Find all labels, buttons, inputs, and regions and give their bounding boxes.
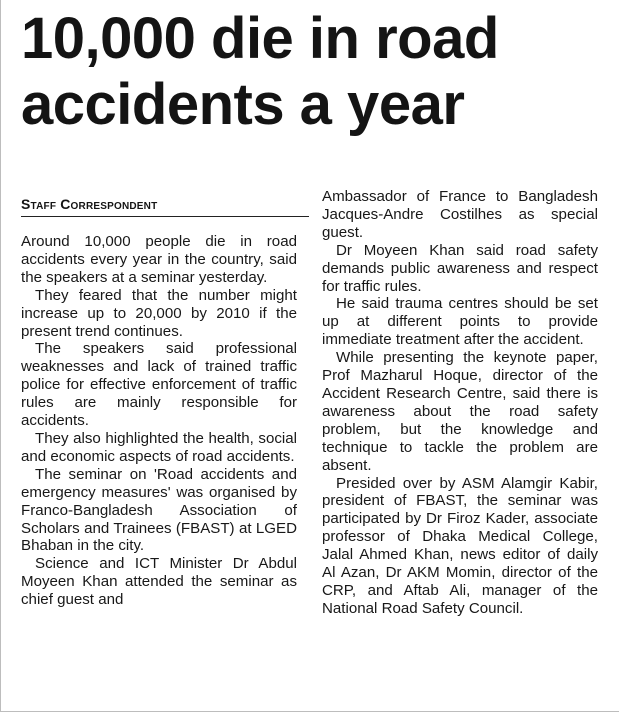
headline: [21, 6, 611, 138]
paragraph: Around 10,000 people die in road accidents every year in the country, said the speakers at a seminar yesterday.: [21, 233, 297, 286]
paragraph: They feared that the number might increase up to 20,000 by 2010 if the present trend continues.: [21, 286, 297, 340]
paragraph: While presenting the keynote paper, Prof Mazharul Hoque, director of the Accident Research Centre, said there is awareness about the road safety problem, but the knowledge and technique to tackle the problem are absent.: [322, 349, 598, 474]
paragraph: They also highlighted the health, social and economic aspects of road accidents.: [21, 429, 297, 465]
left-column: [21, 233, 297, 609]
paragraph: Ambassador of France to Bangladesh Jacques-Andre Costilhes as special guest.: [322, 188, 598, 241]
right-column: [322, 188, 598, 618]
paragraph: Science and ICT Minister Dr Abdul Moyeen Khan attended the seminar as chief guest and: [21, 555, 297, 609]
paragraph: The seminar on 'Road accidents and emergency measures' was organised by Franco-Bangladesh Association of Scholars and Trainees (FBAST) at LGED Bhaban in the city.: [21, 465, 297, 555]
headline-line-2: accidents a year: [21, 72, 465, 137]
paragraph: Dr Moyeen Khan said road safety demands public awareness and respect for traffic rules.: [322, 241, 598, 295]
paragraph: Presided over by ASM Alamgir Kabir, president of FBAST, the seminar was participated by Dr Firoz Kader, associate professor of Dhaka Medical College, Jalal Ahmed Khan, news editor of daily Al Azan, Dr AKM Momin, director of the CRP, and Aftab Ali, manager of the National Road Safety Council.: [322, 474, 598, 617]
paragraph: He said trauma centres should be set up at different points to provide immediate treatment after the accident.: [322, 295, 598, 349]
paragraph: The speakers said professional weaknesses and lack of trained traffic police for effective enforcement of traffic rules are mainly responsible for accidents.: [21, 340, 297, 430]
headline-line-1: 10,000 die in road: [21, 6, 499, 71]
byline: Staff Correspondent: [21, 196, 309, 217]
